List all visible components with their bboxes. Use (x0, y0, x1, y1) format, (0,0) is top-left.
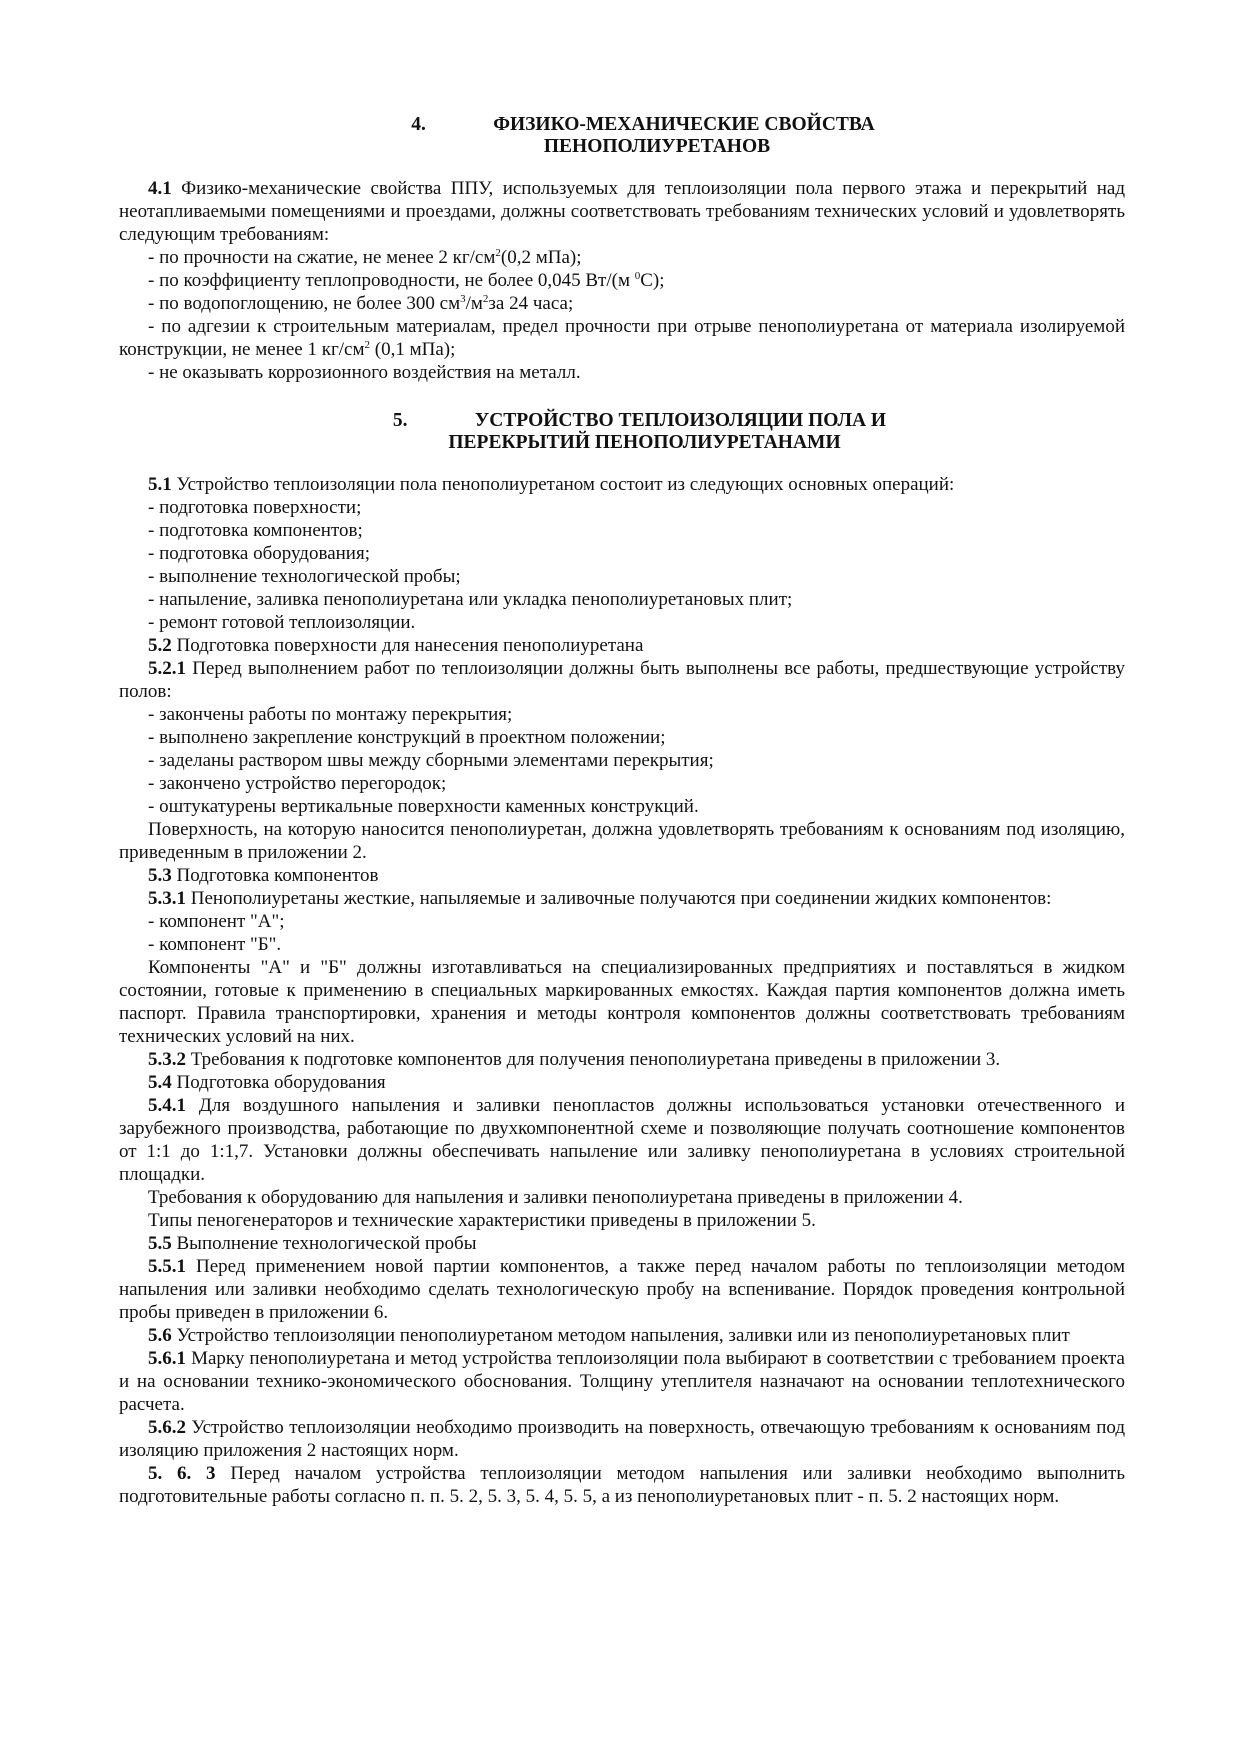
superscript: 0 (634, 270, 641, 282)
superscript: 2 (495, 247, 501, 259)
req-text: - по адгезии к строительным материалам, предел прочности при отрыве пенополиуретана от материала изолируемой конструкции, не менее 1 кг/см (119, 316, 1125, 360)
paragraph-text: Перед применением новой партии компонентов, а также перед началом работы по теплоизоляции методом напыления или заливки необходимо сделать технологическую пробу на вспенивание. Порядок проведения контрольной пробы приведен в приложении 6. (119, 1256, 1125, 1323)
clause-number: 5.2 (148, 635, 172, 656)
section-4-heading (119, 114, 1125, 158)
document-page (119, 114, 1125, 1508)
req-text: - по прочности на сжатие, не менее 2 кг/см (148, 247, 496, 268)
paragraph-text: Устройство теплоизоляции необходимо производить на поверхность, отвечающую требованиям к основаниям под изоляцию приложения 2 настоящих норм. (119, 1417, 1125, 1461)
section-title-cont: ПЕНОПОЛИУРЕТАНОВ (543, 136, 771, 157)
clause-number: 5.4 (148, 1072, 172, 1093)
paragraph-text: Устройство теплоизоляции пола пенополиуретаном состоит из следующих основных операций: (171, 474, 955, 495)
paragraph-5-3-2 (119, 1048, 1125, 1071)
paragraph-5-6 (119, 1324, 1125, 1347)
clause-number: 5.5 (148, 1233, 172, 1254)
req-text: за 24 часа; (488, 293, 574, 314)
paragraph-text: Подготовка компонентов (171, 865, 379, 886)
paragraph-components: Компоненты "А" и "Б" должны изготавливаться на специализированных предприятиях и поставляться в жидком состоянии, готовые к применению в специальных маркированных емкостях. Каждая партия компонентов должна иметь паспорт. Правила транспортировки, хранения и методы контроля компонентов должны соответствовать требованиям технических условий на них. (119, 957, 1125, 1047)
paragraph-5-4-1 (119, 1094, 1125, 1186)
list-item: - компонент "Б". (148, 934, 282, 955)
section-title: ФИЗИКО-МЕХАНИЧЕСКИЕ СВОЙСТВА (493, 114, 875, 135)
list-item: - подготовка поверхности; (148, 497, 362, 518)
spacer (119, 384, 1125, 410)
list-item: - выполнено закрепление конструкций в проектном положении; (148, 727, 666, 748)
paragraph-text: Требования к подготовке компонентов для получения пенополиуретана приведены в приложении 3. (186, 1049, 1001, 1070)
paragraph-text: Перед началом устройства теплоизоляции методом напыления или заливки необходимо выполнить подготовительные работы согласно п. п. 5. 2, 5. 3, 5. 4, 5. 5, а из пенополиуретановых плит - п. 5. 2 настоящих норм. (119, 1463, 1126, 1507)
paragraph-text: Для воздушного напыления и заливки пенопластов должны использоваться установки отечественного и зарубежного производства, работающие по двухкомпонентной схеме и позволяющие получать соотношение компонентов от 1:1 до 1:1,7. Установки должны обеспечивать напыление или заливку пенополиуретана в условиях строительной площадки. (119, 1095, 1125, 1185)
paragraph-text: Пенополиуретаны жесткие, напыляемые и заливочные получаются при соединении жидких компонентов: (186, 888, 1052, 909)
paragraph-5-4 (119, 1071, 1125, 1094)
paragraph-5-2-1 (119, 657, 1125, 703)
requirement-item: - не оказывать коррозионного воздействия на металл. (148, 362, 581, 383)
clause-number: 5.3 (148, 865, 172, 886)
list-item: - напыление, заливка пенополиуретана или укладка пенополиуретановых плит; (148, 589, 793, 610)
clause-number: 5.6 (148, 1325, 172, 1346)
paragraph-5-6-1 (119, 1347, 1125, 1416)
paragraph-text: Перед выполнением работ по теплоизоляции должны быть выполнены все работы, предшествующие устройству полов: (119, 658, 1125, 702)
clause-number: 5.5.1 (148, 1256, 186, 1277)
requirement-item (119, 269, 1125, 292)
paragraph-5-6-2 (119, 1416, 1125, 1462)
clause-number: 5.3.1 (148, 888, 186, 909)
req-text: - по водопоглощению, не более 300 см (148, 293, 461, 314)
paragraph-text: Выполнение технологической пробы (171, 1233, 477, 1254)
clause-number: 5. 6. 3 (148, 1463, 216, 1484)
paragraph-text: Подготовка поверхности для нанесения пенополиуретана (171, 635, 644, 656)
paragraph-text: Устройство теплоизоляции пенополиуретаном методом напыления, заливки или из пенополиуретановых плит (171, 1325, 1070, 1346)
list-item: - закончены работы по монтажу перекрытия; (148, 704, 513, 725)
superscript: 2 (482, 293, 489, 305)
paragraph-5-1 (119, 473, 1125, 496)
paragraph-5-2 (119, 634, 1125, 657)
section-number: 5. (392, 410, 408, 431)
list-item: - оштукатурены вертикальные поверхности каменных конструкций. (148, 796, 699, 817)
paragraph-text: Физико-механические свойства ППУ, используемых для теплоизоляции пола первого этажа и перекрытий над неотапливаемыми помещениями и проездами, должны соответствовать требованиям технических условий и удовлетворять следующим требованиям: (119, 178, 1125, 245)
clause-number: 5.2.1 (148, 658, 186, 679)
clause-number: 5.1 (148, 474, 172, 495)
paragraph-5-3-1 (119, 887, 1125, 910)
paragraph-text: Марку пенополиуретана и метод устройства теплоизоляции пола выбирают в соответствии с требованием проекта и на основании технико-экономического обоснования. Толщину утеплителя назначают на основании теплотехнического расчета. (119, 1348, 1125, 1415)
section-title-cont: ПЕРЕКРЫТИЙ ПЕНОПОЛИУРЕТАНАМИ (448, 432, 841, 453)
paragraph-equipment: Требования к оборудованию для напыления и заливки пенополиуретана приведены в приложении 4. (148, 1187, 963, 1208)
list-item: - компонент "А"; (148, 911, 285, 932)
requirement-item (119, 292, 1125, 315)
paragraph-5-6-3 (119, 1462, 1125, 1508)
section-5-heading (119, 410, 1125, 454)
paragraph-5-3 (119, 864, 1125, 887)
list-item: - выполнение технологической пробы; (148, 566, 461, 587)
req-text: С); (640, 270, 665, 291)
superscript: 2 (364, 339, 370, 351)
paragraph-5-5-1 (119, 1255, 1125, 1324)
section-number: 4. (411, 114, 426, 135)
list-item: - заделаны раствором швы между сборными элементами перекрытия; (148, 750, 714, 771)
section-title: УСТРОЙСТВО ТЕПЛОИЗОЛЯЦИИ ПОЛА И (474, 410, 887, 431)
clause-number: 5.3.2 (148, 1049, 186, 1070)
superscript: 3 (460, 293, 466, 305)
list-item: - подготовка оборудования; (148, 543, 370, 564)
clause-number: 5.6.1 (148, 1348, 186, 1369)
paragraph-5-5 (119, 1232, 1125, 1255)
req-text: (0,1 мПа); (370, 339, 456, 360)
list-item: - закончено устройство перегородок; (148, 773, 447, 794)
requirement-item (119, 315, 1125, 361)
clause-number: 4.1 (148, 178, 172, 199)
req-text: - по коэффициенту теплопроводности, не более 0,045 Вт/(м (148, 270, 635, 291)
requirement-item (119, 246, 1125, 269)
paragraph-foam-generators: Типы пеногенераторов и технические характеристики приведены в приложении 5. (148, 1210, 816, 1231)
paragraph-text: Подготовка оборудования (171, 1072, 386, 1093)
paragraph-surface: Поверхность, на которую наносится пенополиуретан, должна удовлетворять требованиям к основаниям под изоляцию, приведенным в приложении 2. (119, 819, 1125, 863)
list-item: - ремонт готовой теплоизоляции. (148, 612, 416, 633)
clause-number: 5.6.2 (148, 1417, 186, 1438)
paragraph-4-1 (119, 177, 1125, 246)
clause-number: 5.4.1 (148, 1095, 186, 1116)
req-text: /м (465, 293, 483, 314)
list-item: - подготовка компонентов; (148, 520, 363, 541)
req-text: (0,2 мПа); (500, 247, 582, 268)
